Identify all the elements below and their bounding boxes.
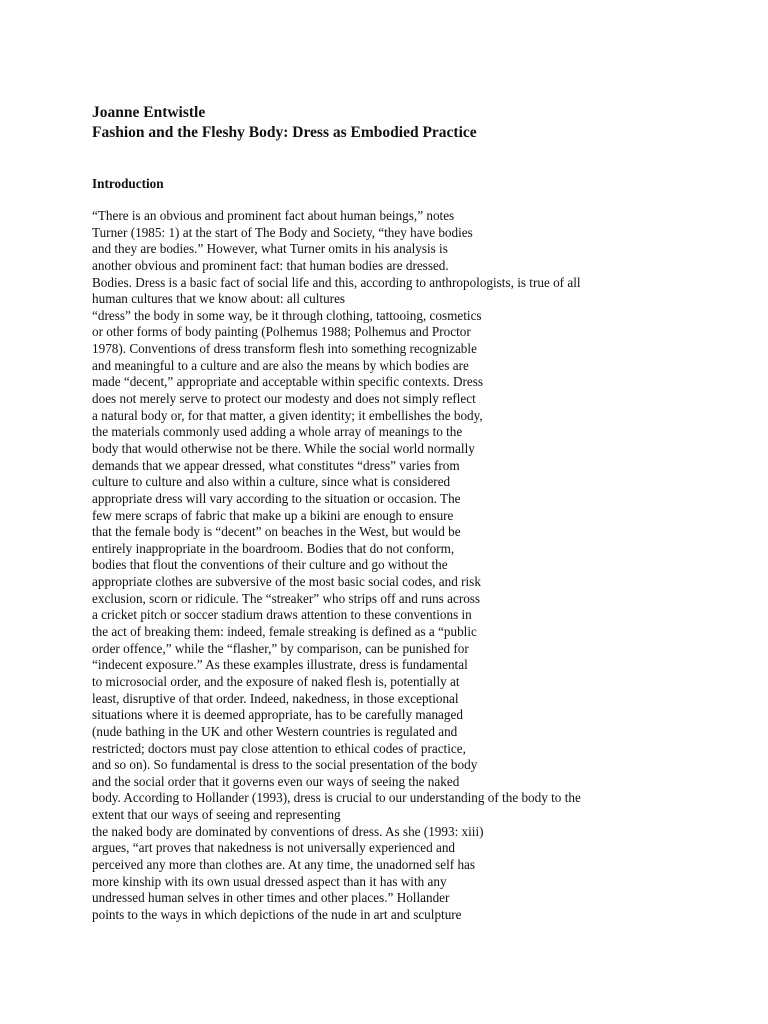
text-line: perceived any more than clothes are. At any time, the unadorned self has [92,856,476,872]
text-line: “indecent exposure.” As these examples illustrate, dress is fundamental [92,657,468,673]
text-line: and the social order that it governs even our ways of seeing the naked [92,773,460,789]
text-line: argues, “art proves that nakedness is not universally experienced and [92,840,456,856]
text-line: undressed human selves in other times and other places.” Hollander [92,890,450,906]
text-line: and meaningful to a culture and are also the means by which bodies are [92,357,469,373]
author-name: Joanne Entwistle [92,104,206,121]
text-line: and so on). So fundamental is dress to the social presentation of the body [92,757,478,773]
text-line: culture to culture and also within a culture, since what is considered [92,474,451,490]
text-line: exclusion, scorn or ridicule. The “streaker” who strips off and runs across [92,590,481,606]
text-line: restricted; doctors must pay close attention to ethical codes of practice, [92,740,466,756]
text-line: order offence,” while the “flasher,” by comparison, can be punished for [92,640,469,656]
text-line: made “decent,” appropriate and acceptable within specific contexts. Dress [92,374,484,390]
text-line: few mere scraps of fabric that make up a bikini are enough to ensure [92,507,454,523]
text-line: body. According to Hollander (1993), dress is crucial to our understanding of the body to the [92,790,581,806]
text-line: Turner (1985: 1) at the start of The Body and Society, “they have bodies [92,224,473,240]
document-title: Fashion and the Fleshy Body: Dress as Embodied Practice [92,124,477,141]
text-line: 1978). Conventions of dress transform flesh into something recognizable [92,341,477,357]
section-heading: Introduction [92,176,164,191]
text-line: or other forms of body painting (Polhemus 1988; Polhemus and Proctor [92,324,471,340]
text-line: and they are bodies.” However, what Turner omits in his analysis is [92,241,448,257]
text-line: another obvious and prominent fact: that human bodies are dressed. [92,257,449,273]
text-line: bodies that flout the conventions of their culture and go without the [92,557,448,573]
text-line: entirely inappropriate in the boardroom. Bodies that do not conform, [92,540,455,556]
text-line: to microsocial order, and the exposure of naked flesh is, potentially at [92,673,460,689]
text-line: the act of breaking them: indeed, female streaking is defined as a “public [92,624,477,640]
text-line: appropriate clothes are subversive of the most basic social codes, and risk [92,574,481,590]
text-line: Bodies. Dress is a basic fact of social life and this, according to anthropologists, is true of all [92,274,581,290]
text-line: least, disruptive of that order. Indeed, nakedness, in those exceptional [92,690,459,706]
text-line: extent that our ways of seeing and representing [92,807,341,823]
text-line: a natural body or, for that matter, a given identity; it embellishes the body, [92,407,483,423]
text-line: points to the ways in which depictions of the nude in art and sculpture [92,906,462,922]
text-line: “dress” the body in some way, be it through clothing, tattooing, cosmetics [92,307,482,323]
text-line: a cricket pitch or soccer stadium draws attention to these conventions in [92,607,472,623]
text-line: appropriate dress will vary according to the situation or occasion. The [92,490,461,506]
text-line: that the female body is “decent” on beaches in the West, but would be [92,524,461,540]
body-text [92,208,732,924]
text-line: (nude bathing in the UK and other Western countries is regulated and [92,723,458,739]
text-line: human cultures that we know about: all cultures [92,291,346,307]
text-line: does not merely serve to protect our modesty and does not simply reflect [92,391,476,407]
text-line: “There is an obvious and prominent fact about human beings,” notes [92,208,455,223]
text-line: body that would otherwise not be there. While the social world normally [92,440,475,456]
text-line: the naked body are dominated by conventions of dress. As she (1993: xiii) [92,823,484,839]
text-line: situations where it is deemed appropriate, has to be carefully managed [92,707,463,723]
text-line: more kinship with its own usual dressed aspect than it has with any [92,873,447,889]
text-line: demands that we appear dressed, what constitutes “dress” varies from [92,457,460,473]
text-line: the materials commonly used adding a whole array of meanings to the [92,424,463,440]
